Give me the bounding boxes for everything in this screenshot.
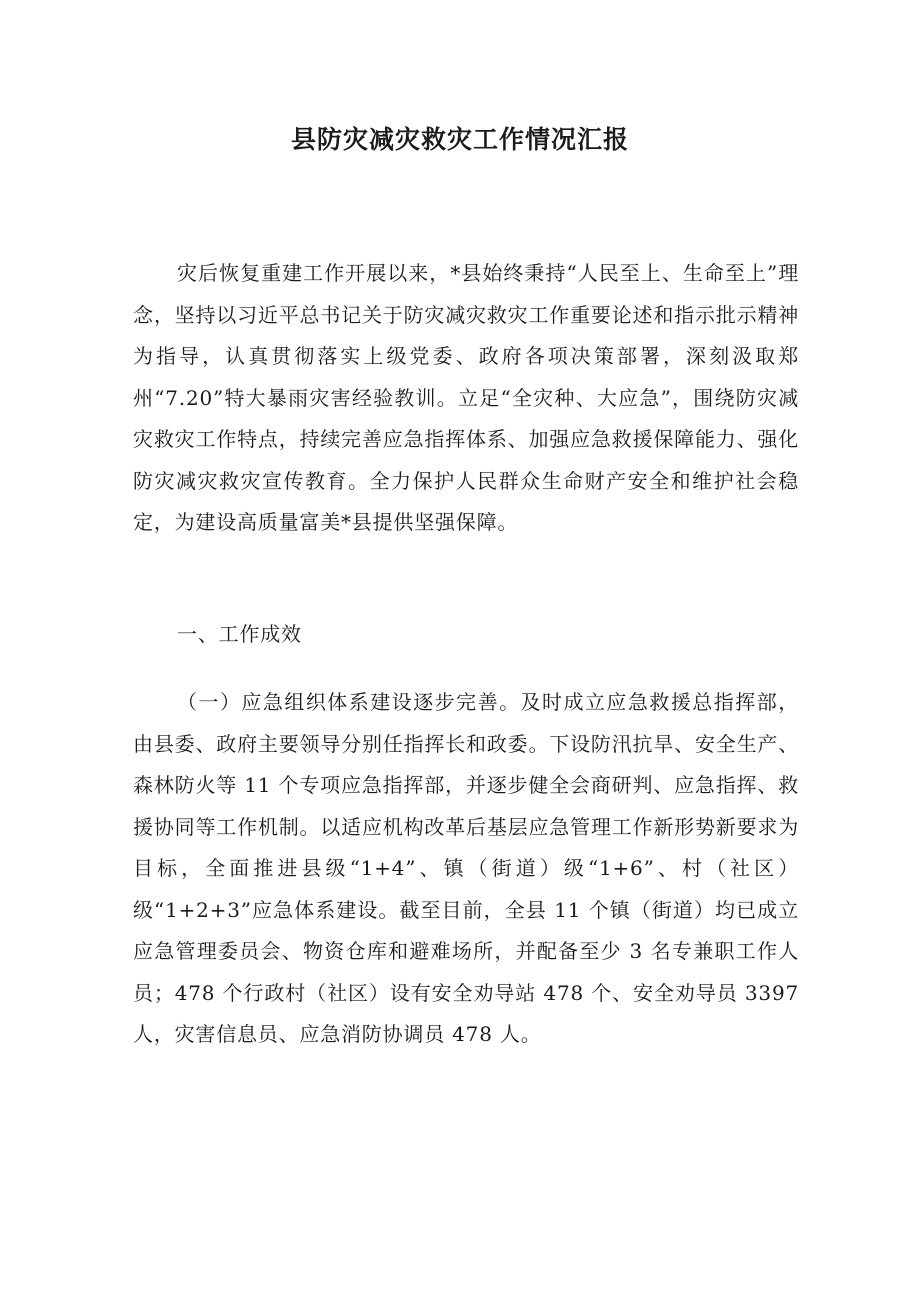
intro-paragraph: 灾后恢复重建工作开展以来，*县始终秉持“人民至上、生命至上”理念，坚持以习近平总书记关于防灾减灾救灾工作重要论述和指示批示精神为指导，认真贯彻落实上级党委、政府各项决策部署，深刻汲取郑州“7.20”特大暴雨灾害经验教训。立足“全灾种、大应急”，围绕防灾减灾救灾工作特点，持续完善应急指挥体系、加强应急救援保障能力、强化防灾减灾救灾宣传教育。全力保护人民群众生命财产安全和维护社会稳定，为建设高质量富美*县提供坚强保障。 (133, 261, 799, 534)
section-heading-work-results: 一、工作成效 (177, 622, 302, 646)
subsection-emergency-organization-paragraph: （一）应急组织体系建设逐步完善。及时成立应急救援总指挥部，由县委、政府主要领导分别任指挥长和政委。下设防汛抗旱、安全生产、森林防火等 11 个专项应急指挥部，并逐步健全会商研判、应急指挥、救援协同等工作机制。以适应机构改革后基层应急管理工作新形势新要求为目标，全面推进县级“1+4”、镇（街道）级“1+6”、村（社区）级“1+2+3”应急体系建设。截至目前，全县 11 个镇（街道）均已成立应急管理委员会、物资仓库和避难场所，并配备至少 3 名专兼职工作人员；478 个行政村（社区）设有安全劝导站 478 个、安全劝导员 3397 人，灾害信息员、应急消防协调员 478 人。 (133, 690, 799, 1046)
document-title: 县防灾减灾救灾工作情况汇报 (290, 125, 629, 154)
